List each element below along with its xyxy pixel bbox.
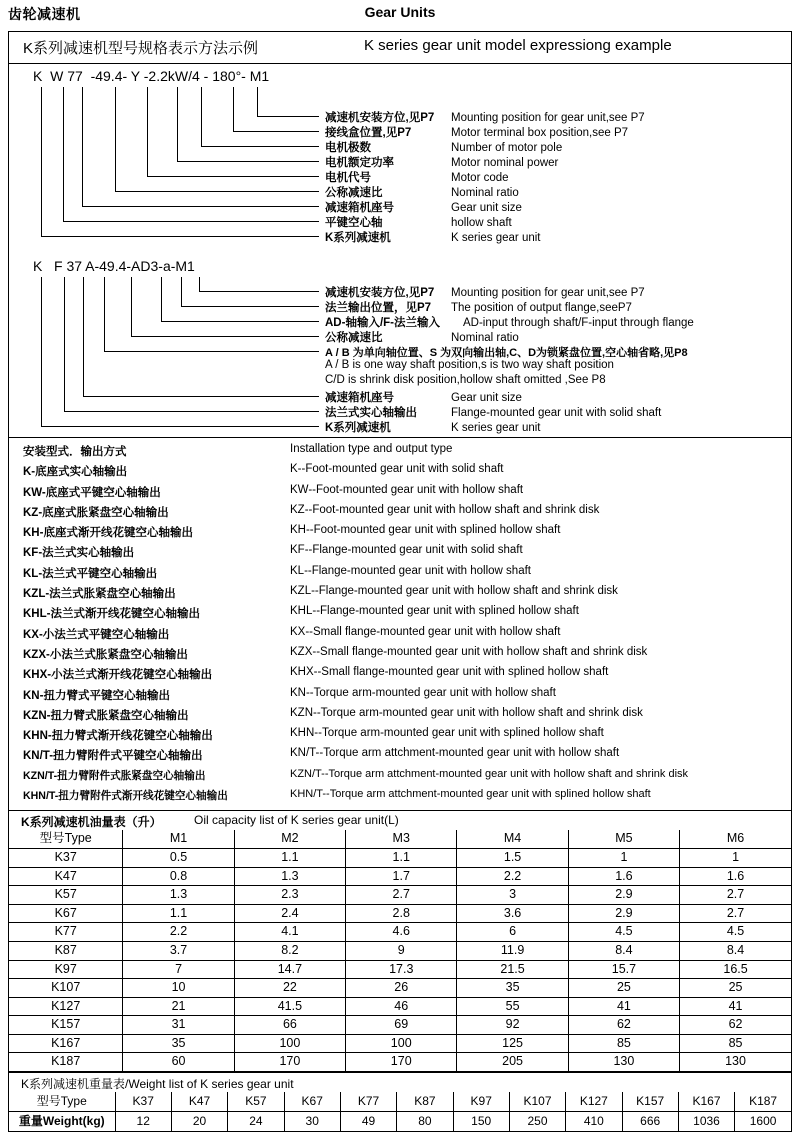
leader-line — [63, 221, 319, 222]
cell-value: 2.9 — [568, 904, 679, 923]
cell-value: 10 — [123, 979, 234, 998]
list-item — [9, 685, 791, 705]
col-header-m3: M3 — [346, 830, 457, 848]
col-header-type: 型号Type — [9, 830, 123, 848]
section-title-bar — [9, 32, 791, 64]
cell-value: 60 — [123, 1053, 234, 1072]
installation-cn: KF-法兰式实心轴输出 — [23, 547, 135, 560]
cell-value: 2.7 — [680, 904, 791, 923]
cell-value: 2.9 — [568, 886, 679, 905]
cell-value: 16.5 — [680, 960, 791, 979]
cell-value: 66 — [234, 1016, 345, 1035]
cell-value: 17.3 — [346, 960, 457, 979]
cell-value: 62 — [568, 1016, 679, 1035]
leader-line — [147, 176, 319, 177]
leader-tick — [147, 87, 148, 176]
cell-type: K87 — [9, 941, 123, 960]
cell-type: K37 — [115, 1092, 171, 1112]
table-header-row — [9, 830, 791, 848]
section-title-en: K series gear unit model expressiong example — [364, 37, 672, 54]
list-item — [9, 522, 791, 542]
cell-value: 130 — [568, 1053, 679, 1072]
installation-cn: KW-底座式平键空心轴输出 — [23, 486, 161, 499]
cell-value: 1600 — [735, 1112, 791, 1132]
cell-value: 22 — [234, 979, 345, 998]
cell-type: K157 — [622, 1092, 678, 1112]
cell-value: 666 — [622, 1112, 678, 1132]
diagram-label-cn: A / B 为单向轴位置、S 为双向输出轴,C、D为锁紧盘位置,空心轴省略,见P8 — [325, 347, 688, 359]
cell-value: 250 — [509, 1112, 565, 1132]
cell-value: 4.6 — [346, 923, 457, 942]
diagram-label-en: K series gear unit — [451, 422, 541, 434]
installation-cn: KZX-小法兰式胀紧盘空心轴输出 — [23, 648, 188, 661]
diagram-label — [325, 109, 645, 125]
cell-value: 55 — [457, 997, 568, 1016]
diagram-label-en: The position of output flange,seeP7 — [451, 302, 632, 314]
diagram-label-cn: 减速机安装方位,见P7 — [325, 287, 435, 299]
model-code-2: K F 37 A-49.4-AD3-a-M1 — [33, 258, 195, 274]
running-head — [0, 0, 800, 28]
cell-value: 8.4 — [568, 941, 679, 960]
leader-tick — [233, 87, 234, 131]
installation-en: KH--Foot-mounted gear unit with splined hollow shaft — [290, 524, 561, 537]
cell-type: K127 — [9, 997, 123, 1016]
installation-en: KW--Foot-mounted gear unit with hollow shaft — [290, 483, 524, 496]
list-item — [9, 705, 791, 725]
cell-type: K157 — [9, 1016, 123, 1035]
cell-value: 35 — [457, 979, 568, 998]
cell-type: K97 — [9, 960, 123, 979]
cell-value: 3.6 — [457, 904, 568, 923]
installation-en: K--Foot-mounted gear unit with solid shaft — [290, 463, 504, 476]
table-row — [9, 1034, 791, 1053]
leader-tick — [64, 277, 65, 411]
diagram-label-en: A / B is one way shaft position,s is two way shaft position — [325, 359, 614, 371]
leader-line — [233, 131, 319, 132]
leader-line — [161, 321, 319, 322]
cell-value: 21.5 — [457, 960, 568, 979]
col-header-m5: M5 — [568, 830, 679, 848]
leader-line — [41, 426, 319, 427]
cell-value: 1 — [680, 848, 791, 867]
table-row — [9, 1016, 791, 1035]
cell-value: 2.2 — [457, 867, 568, 886]
cell-value: 1.6 — [568, 867, 679, 886]
cell-value: 25 — [680, 979, 791, 998]
cell-value: 150 — [453, 1112, 509, 1132]
installation-cn: KL-法兰式平键空心轴输出 — [23, 567, 158, 580]
installation-en: KHL--Flange-mounted gear unit with splined hollow shaft — [290, 605, 579, 618]
installation-en: KN--Torque arm-mounted gear unit with hollow shaft — [290, 686, 556, 699]
cell-value: 26 — [346, 979, 457, 998]
installation-head-cn: 安装型式．输出方式 — [23, 446, 127, 458]
cell-value: 41 — [680, 997, 791, 1016]
diagram-label — [325, 154, 558, 170]
cell-value: 62 — [680, 1016, 791, 1035]
col-header-m1: M1 — [123, 830, 234, 848]
diagram-label-cn: 电机代号 — [325, 172, 371, 184]
list-item — [9, 461, 791, 481]
cell-value: 1.1 — [234, 848, 345, 867]
cell-value: 14.7 — [234, 960, 345, 979]
leader-tick — [177, 87, 178, 161]
list-item — [9, 502, 791, 522]
cell-value: 11.9 — [457, 941, 568, 960]
cell-value: 8.2 — [234, 941, 345, 960]
cell-type: K97 — [453, 1092, 509, 1112]
installation-en: KF--Flange-mounted gear unit with solid shaft — [290, 544, 523, 557]
installation-cn: KHL-法兰式渐开线花键空心轴输出 — [23, 608, 200, 621]
cell-value: 4.1 — [234, 923, 345, 942]
cell-type: K167 — [9, 1034, 123, 1053]
cell-type: K57 — [9, 886, 123, 905]
diagram-label-en: Nominal ratio — [451, 332, 519, 344]
list-item — [9, 766, 791, 786]
cell-value: 1.6 — [680, 867, 791, 886]
table-row — [9, 1053, 791, 1072]
diagram-label-cn: 公称减速比 — [325, 332, 383, 344]
section-title-cn: K系列减速机型号规格表示方法示例 — [23, 40, 259, 57]
weight-table-caption — [9, 1072, 791, 1092]
installation-en: KZ--Foot-mounted gear unit with hollow shaft and shrink disk — [290, 503, 600, 516]
cell-value: 6 — [457, 923, 568, 942]
weight-caption: K系列减速机重量表/Weight list of K series gear unit — [21, 1077, 294, 1092]
cell-value: 85 — [680, 1034, 791, 1053]
leader-tick — [161, 277, 162, 321]
cell-type: K47 — [171, 1092, 227, 1112]
diagram-label — [325, 389, 522, 405]
installation-cn: KHX-小法兰式渐开线花键空心轴输出 — [23, 669, 213, 682]
diagram-label — [325, 139, 562, 155]
main-frame — [8, 31, 792, 1132]
installation-cn: KN-扭力臂式平键空心轴输出 — [23, 689, 170, 702]
cell-value: 2.2 — [123, 923, 234, 942]
cell-value: 3.7 — [123, 941, 234, 960]
table-row — [9, 904, 791, 923]
table-row — [9, 848, 791, 867]
cell-value: 31 — [123, 1016, 234, 1035]
cell-type: K127 — [566, 1092, 622, 1112]
installation-en: KHN/T--Torque arm attchment-mounted gear unit with splined hollow shaft — [290, 788, 651, 801]
installation-cn: KZN/T-扭力臂附件式胀紧盘空心轴输出 — [23, 769, 206, 782]
diagram-label-cn: 电机额定功率 — [325, 157, 394, 169]
cell-value: 15.7 — [568, 960, 679, 979]
diagram-label — [325, 169, 509, 185]
cell-type: K67 — [9, 904, 123, 923]
leader-line — [64, 411, 319, 412]
diagram-label — [325, 124, 628, 140]
row-header-weight: 重量Weight(kg) — [9, 1112, 115, 1132]
installation-en: KL--Flange-mounted gear unit with hollow shaft — [290, 564, 531, 577]
diagram-label — [325, 184, 519, 200]
cell-value: 92 — [457, 1016, 568, 1035]
cell-value: 41.5 — [234, 997, 345, 1016]
cell-value: 49 — [340, 1112, 396, 1132]
diagram-label — [325, 344, 688, 360]
cell-value: 100 — [346, 1034, 457, 1053]
list-item — [9, 563, 791, 583]
cell-type: K77 — [9, 923, 123, 942]
oil-capacity-table — [9, 830, 791, 1072]
leader-tick — [104, 277, 105, 351]
table-row — [9, 867, 791, 886]
cell-value: 85 — [568, 1034, 679, 1053]
list-item — [9, 624, 791, 644]
diagram-label-en: Mounting position for gear unit,see P7 — [451, 287, 645, 299]
installation-en: KZN--Torque arm-mounted gear unit with hollow shaft and shrink disk — [290, 706, 643, 719]
list-item — [9, 603, 791, 623]
installation-en: KZL--Flange-mounted gear unit with hollow shaft and shrink disk — [290, 585, 618, 598]
leader-line — [177, 161, 319, 162]
cell-value: 4.5 — [568, 923, 679, 942]
cell-value: 21 — [123, 997, 234, 1016]
list-item — [9, 664, 791, 684]
diagram-label-cn: 法兰式实心轴输出 — [325, 407, 417, 419]
diagram-label — [325, 199, 522, 215]
diagram-label — [325, 299, 632, 315]
cell-type: K187 — [735, 1092, 791, 1112]
cell-value: 2.3 — [234, 886, 345, 905]
cell-value: 1.7 — [346, 867, 457, 886]
diagram-label-cn: 公称减速比 — [325, 187, 383, 199]
cell-value: 25 — [568, 979, 679, 998]
diagram-label-en: Flange-mounted gear unit with solid shaft — [451, 407, 662, 419]
diagram-label — [325, 314, 694, 330]
table-row — [9, 941, 791, 960]
cell-type: K67 — [284, 1092, 340, 1112]
leader-tick — [82, 87, 83, 206]
col-header-m2: M2 — [234, 830, 345, 848]
installation-cn: KZL-法兰式胀紧盘空心轴输出 — [23, 588, 176, 601]
installation-cn: KH-底座式渐开线花键空心轴输出 — [23, 527, 193, 540]
cell-type: K47 — [9, 867, 123, 886]
cell-value: 0.5 — [123, 848, 234, 867]
leader-tick — [41, 277, 42, 426]
installation-type-list — [9, 438, 791, 810]
cell-value: 410 — [566, 1112, 622, 1132]
cell-value: 1.1 — [346, 848, 457, 867]
cell-value: 170 — [346, 1053, 457, 1072]
cell-value: 2.4 — [234, 904, 345, 923]
diagram-label — [325, 214, 512, 230]
cell-value: 1036 — [678, 1112, 734, 1132]
leader-tick — [131, 277, 132, 336]
cell-value: 69 — [346, 1016, 457, 1035]
diagram-label-cn: K系列减速机 — [325, 232, 391, 244]
leader-line — [104, 351, 319, 352]
list-item — [9, 725, 791, 745]
cell-value: 80 — [397, 1112, 453, 1132]
installation-en: KZX--Small flange-mounted gear unit with hollow shaft and shrink disk — [290, 645, 648, 658]
diagram-label-cn: K系列减速机 — [325, 422, 391, 434]
installation-en: KHN--Torque arm-mounted gear unit with splined hollow shaft — [290, 727, 604, 740]
cell-value: 9 — [346, 941, 457, 960]
cell-value: 170 — [234, 1053, 345, 1072]
diagram-label-en: hollow shaft — [451, 217, 512, 229]
cell-value: 1.1 — [123, 904, 234, 923]
leader-tick — [83, 277, 84, 396]
diagram-label — [325, 229, 541, 245]
cell-value: 41 — [568, 997, 679, 1016]
col-header-m6: M6 — [680, 830, 791, 848]
running-head-cn: 齿轮减速机 — [8, 6, 81, 22]
diagram-label-en: Motor terminal box position,see P7 — [451, 127, 629, 139]
cell-type: K87 — [397, 1092, 453, 1112]
leader-tick — [41, 87, 42, 236]
model-diagram-2 — [9, 254, 791, 437]
table-row — [9, 1112, 791, 1132]
installation-head-en: Installation type and output type — [290, 443, 453, 455]
installation-en: KHX--Small flange-mounted gear unit with splined hollow shaft — [290, 666, 609, 679]
diagram-label-cn: 电机极数 — [325, 142, 371, 154]
cell-value: 205 — [457, 1053, 568, 1072]
cell-type: K107 — [9, 979, 123, 998]
cell-value: 35 — [123, 1034, 234, 1053]
diagram-label-cn: AD-轴输入/F-法兰输入 — [325, 317, 440, 329]
diagram-label-en: Number of motor pole — [451, 142, 563, 154]
leader-tick — [257, 87, 258, 116]
list-item — [9, 482, 791, 502]
diagram-label-en: Gear unit size — [451, 202, 522, 214]
installation-cn: KZ-底座式胀紧盘空心轴输出 — [23, 506, 169, 519]
cell-value: 1 — [568, 848, 679, 867]
cell-value: 4.5 — [680, 923, 791, 942]
installation-cn: KHN-扭力臂式渐开线花键空心轴输出 — [23, 730, 213, 743]
cell-type: K57 — [228, 1092, 284, 1112]
diagram-label-en: Motor nominal power — [451, 157, 559, 169]
cell-value: 0.8 — [123, 867, 234, 886]
installation-en: KX--Small flange-mounted gear unit with hollow shaft — [290, 625, 561, 638]
list-item — [9, 786, 791, 806]
leader-line — [201, 146, 319, 147]
diagram-label-cn: 接线盒位置,见P7 — [325, 127, 412, 139]
cell-value: 130 — [680, 1053, 791, 1072]
diagram-label — [325, 419, 541, 435]
model-diagram-1 — [9, 64, 791, 254]
leader-line — [41, 236, 319, 237]
cell-value: 2.7 — [346, 886, 457, 905]
cell-value: 30 — [284, 1112, 340, 1132]
cell-value: 2.7 — [680, 886, 791, 905]
diagram-label-en: Nominal ratio — [451, 187, 519, 199]
leader-line — [181, 306, 319, 307]
diagram-label — [325, 284, 645, 300]
cell-value: 7 — [123, 960, 234, 979]
cell-type: K167 — [678, 1092, 734, 1112]
cell-value: 20 — [171, 1112, 227, 1132]
diagram-label-cn: 减速箱机座号 — [325, 202, 394, 214]
list-item — [9, 542, 791, 562]
model-code-1: K W 77 -49.4- Y -2.2kW/4 - 180°- M1 — [33, 68, 270, 84]
leader-tick — [201, 87, 202, 146]
diagram-label — [325, 329, 519, 345]
leader-line — [131, 336, 319, 337]
diagram-label-cn: 减速箱机座号 — [325, 392, 394, 404]
diagram-label-en: C/D is shrink disk position,hollow shaft omitted ,See P8 — [325, 374, 606, 386]
diagram-label-cn: 减速机安装方位,见P7 — [325, 112, 435, 124]
table-header-row — [9, 1092, 791, 1112]
cell-type: K187 — [9, 1053, 123, 1072]
cell-value: 1.5 — [457, 848, 568, 867]
table-row — [9, 979, 791, 998]
table-row — [9, 997, 791, 1016]
col-header-m4: M4 — [457, 830, 568, 848]
cell-type: K77 — [340, 1092, 396, 1112]
diagram-label-en: Mounting position for gear unit,see P7 — [451, 112, 645, 124]
leader-tick — [63, 87, 64, 221]
cell-value: 2.8 — [346, 904, 457, 923]
weight-table — [9, 1092, 791, 1131]
cell-type: K107 — [509, 1092, 565, 1112]
installation-en: KZN/T--Torque arm attchment-mounted gear unit with hollow shaft and shrink disk — [290, 767, 689, 780]
leader-line — [199, 291, 319, 292]
oil-caption-en: Oil capacity list of K series gear unit(L) — [194, 813, 399, 828]
leader-line — [115, 191, 319, 192]
oil-table-caption — [9, 810, 791, 830]
leader-tick — [115, 87, 116, 191]
installation-cn: KX-小法兰式平键空心轴输出 — [23, 628, 170, 641]
leader-line — [82, 206, 319, 207]
diagram-label-cn: 法兰输出位置，见P7 — [325, 302, 432, 314]
cell-value: 3 — [457, 886, 568, 905]
leader-tick — [181, 277, 182, 306]
cell-value: 100 — [234, 1034, 345, 1053]
cell-value: 24 — [228, 1112, 284, 1132]
installation-en: KN/T--Torque arm attchment-mounted gear unit with hollow shaft — [290, 747, 620, 760]
cell-value: 1.3 — [234, 867, 345, 886]
cell-value: 8.4 — [680, 941, 791, 960]
diagram-label-cn: 平键空心轴 — [325, 217, 383, 229]
oil-caption-cn: K系列减速机油量表（升） — [21, 815, 162, 830]
list-item — [9, 745, 791, 765]
table-row — [9, 923, 791, 942]
diagram-label — [325, 359, 614, 371]
leader-tick — [199, 277, 200, 291]
table-row — [9, 960, 791, 979]
list-item — [9, 583, 791, 603]
cell-value: 12 — [115, 1112, 171, 1132]
cell-value: 46 — [346, 997, 457, 1016]
list-item — [9, 644, 791, 664]
cell-type: K37 — [9, 848, 123, 867]
diagram-label-en: K series gear unit — [451, 232, 541, 244]
diagram-label — [325, 404, 661, 420]
leader-line — [257, 116, 319, 117]
diagram-label-en: Motor code — [451, 172, 509, 184]
table-row — [9, 886, 791, 905]
cell-value: 125 — [457, 1034, 568, 1053]
running-head-en: Gear Units — [364, 4, 436, 20]
installation-cn: K-底座式实心轴输出 — [23, 466, 128, 479]
installation-cn: KHN/T-扭力臂附件式渐开线花键空心轴输出 — [23, 790, 228, 803]
cell-value: 1.3 — [123, 886, 234, 905]
row-header-type: 型号Type — [9, 1092, 115, 1112]
installation-cn: KZN-扭力臂式胀紧盘空心轴输出 — [23, 709, 189, 722]
diagram-label-en: Gear unit size — [451, 392, 522, 404]
diagram-label — [325, 374, 606, 386]
diagram-label-en: AD-input through shaft/F-input through flange — [463, 317, 694, 329]
leader-line — [83, 396, 319, 397]
installation-head-row — [9, 441, 791, 461]
installation-cn: KN/T-扭力臂附件式平键空心轴输出 — [23, 750, 203, 763]
